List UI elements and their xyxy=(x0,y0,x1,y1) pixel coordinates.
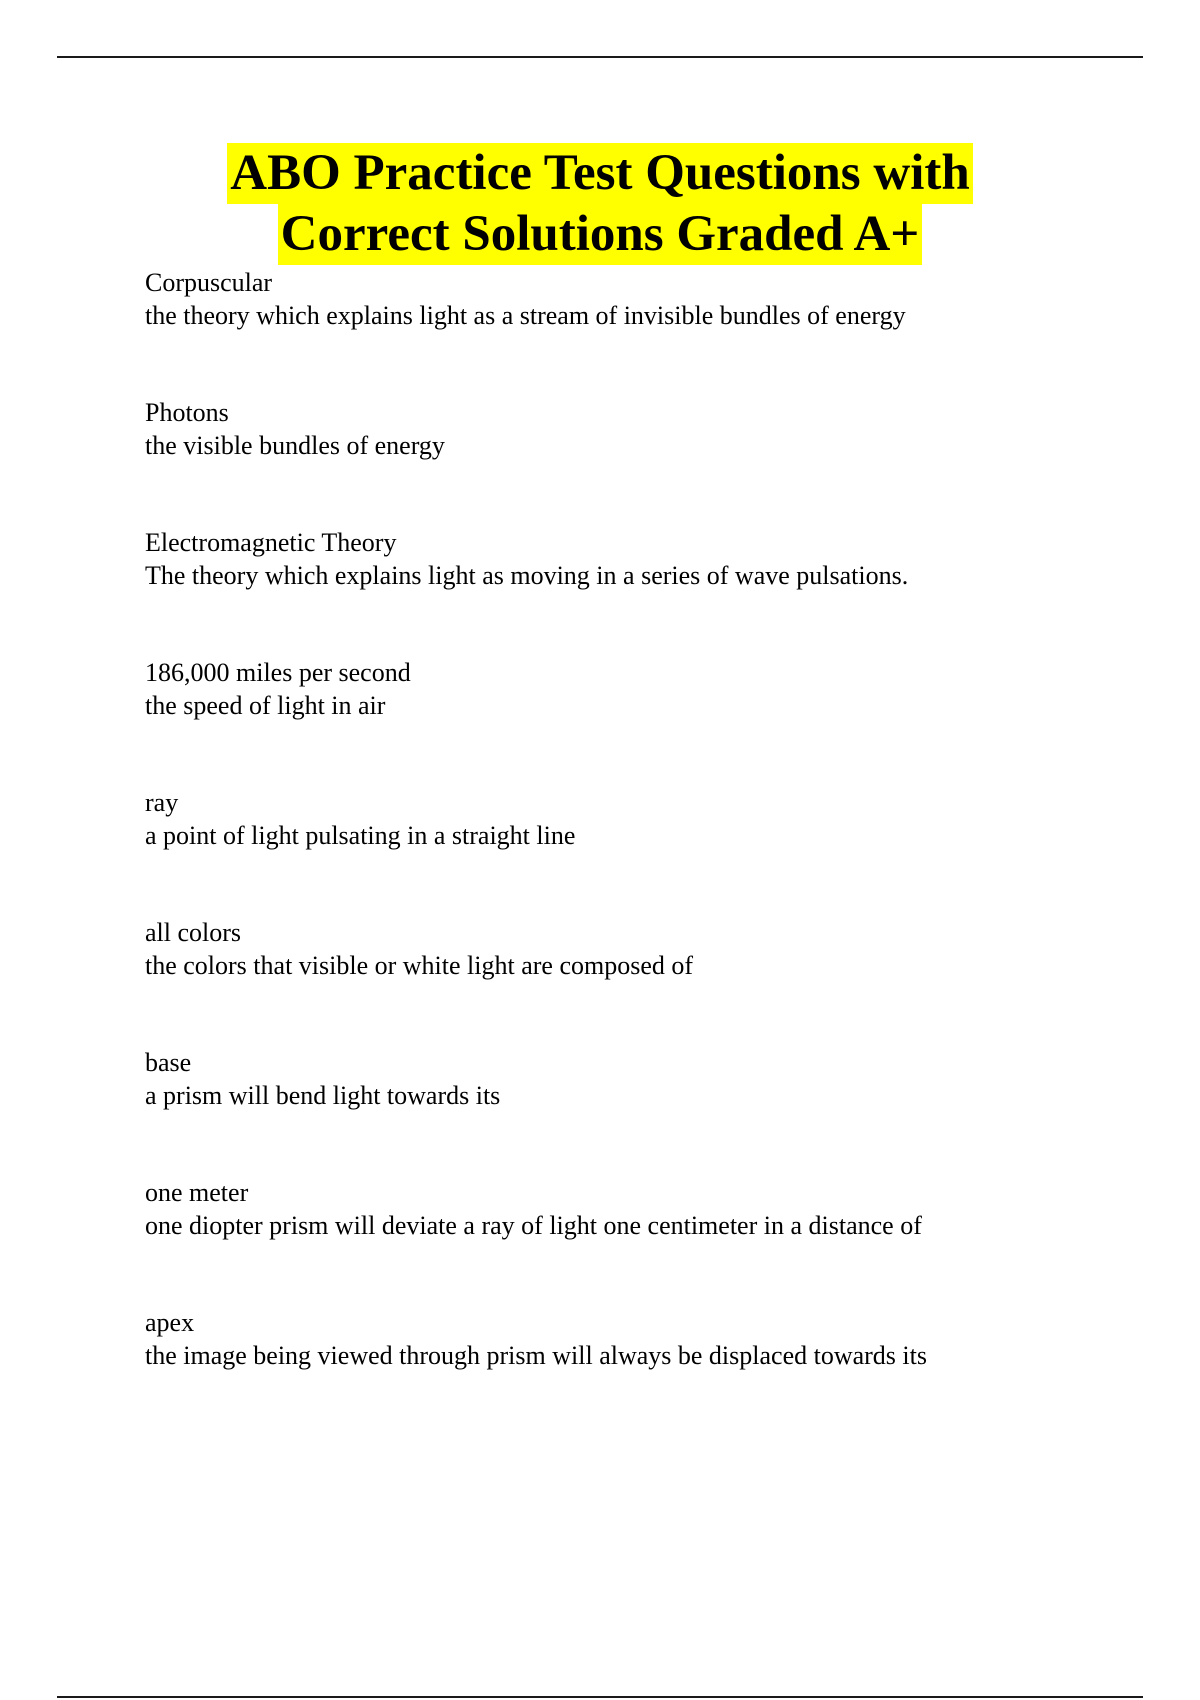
qa-item xyxy=(145,656,1145,786)
qa-item xyxy=(145,526,1145,656)
qa-definition: the image being viewed through prism will always be displaced towards its xyxy=(145,1341,927,1370)
qa-definition: The theory which explains light as moving in a series of wave pulsations. xyxy=(145,561,909,590)
qa-term: Electromagnetic Theory xyxy=(145,528,397,557)
qa-item xyxy=(145,1046,1145,1176)
qa-term: 186,000 miles per second xyxy=(145,658,411,687)
qa-definition: one diopter prism will deviate a ray of light one centimeter in a distance of xyxy=(145,1211,922,1240)
title-line-2: Correct Solutions Graded A+ xyxy=(278,204,923,265)
qa-definition: a point of light pulsating in a straight line xyxy=(145,821,576,850)
top-rule xyxy=(57,56,1143,58)
title-line-1: ABO Practice Test Questions with xyxy=(227,143,972,204)
qa-term: ray xyxy=(145,788,179,817)
qa-term: all colors xyxy=(145,918,242,947)
qa-item xyxy=(145,786,1145,916)
qa-item xyxy=(145,266,1145,396)
qa-list xyxy=(145,266,1145,1436)
qa-item xyxy=(145,1306,1145,1436)
qa-item xyxy=(145,916,1145,1046)
document-title xyxy=(0,143,1200,265)
qa-term: Photons xyxy=(145,398,229,427)
qa-definition: the theory which explains light as a stream of invisible bundles of energy xyxy=(145,301,906,330)
qa-item xyxy=(145,1176,1145,1306)
qa-term: Corpuscular xyxy=(145,268,273,297)
qa-definition: a prism will bend light towards its xyxy=(145,1081,501,1110)
qa-definition: the speed of light in air xyxy=(145,691,386,720)
qa-term: apex xyxy=(145,1308,195,1337)
qa-term: base xyxy=(145,1048,192,1077)
qa-term: one meter xyxy=(145,1178,249,1207)
qa-definition: the visible bundles of energy xyxy=(145,431,445,460)
qa-item xyxy=(145,396,1145,526)
qa-definition: the colors that visible or white light are composed of xyxy=(145,951,694,980)
bottom-rule xyxy=(57,1696,1143,1698)
